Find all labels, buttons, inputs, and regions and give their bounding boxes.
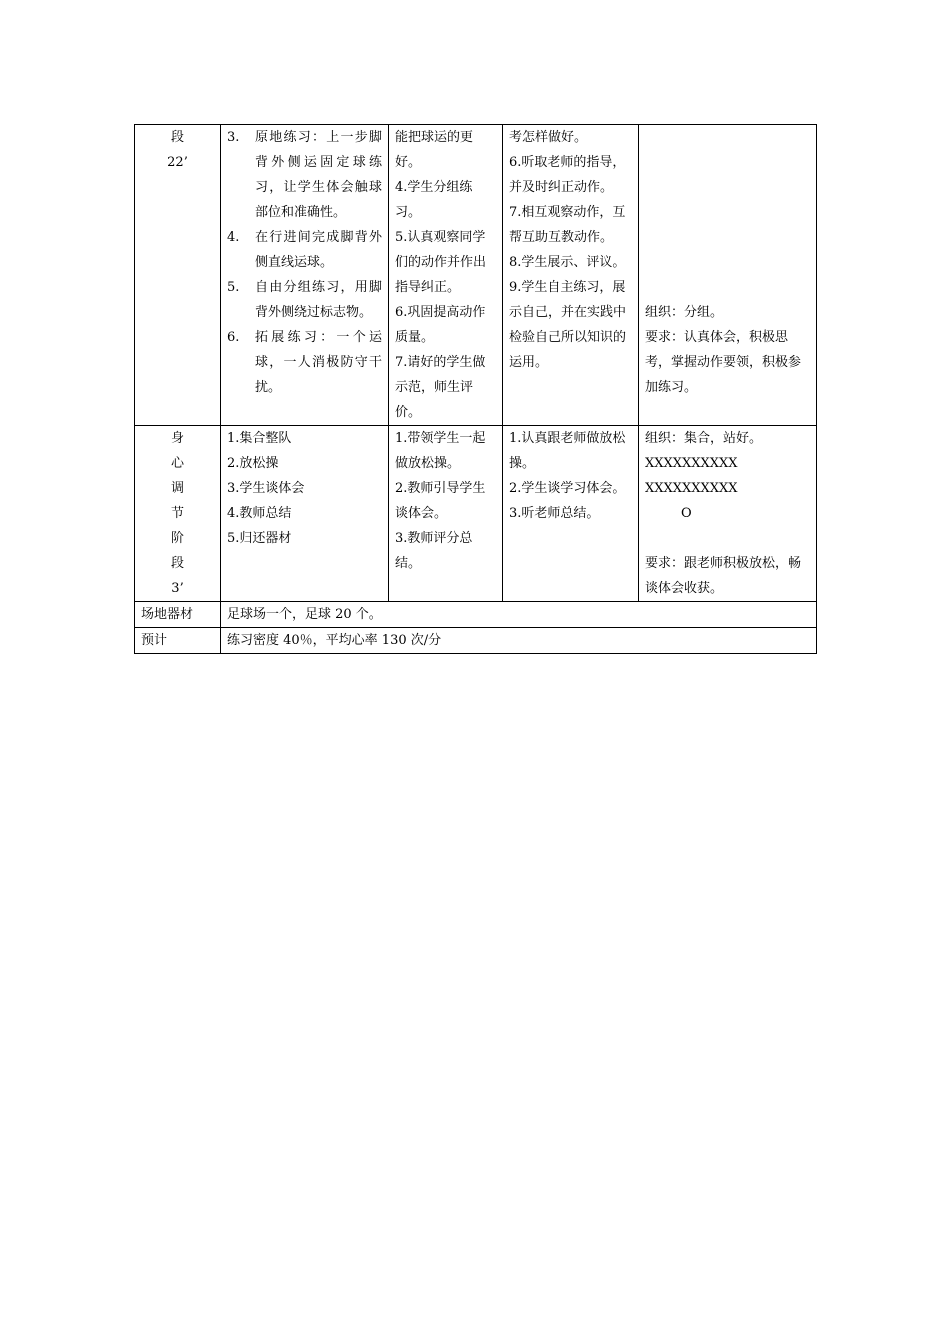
organization-text: 组织：分组。 [645, 305, 724, 320]
step-text: 原地练习：上一步脚背外侧运固定球练习，让学生体会触球部位和准确性。 [255, 130, 382, 220]
list-item [227, 325, 382, 400]
teacher-activity-item: 6.巩固提高动作质量。 [395, 305, 486, 345]
student-activity-item: 8.学生展示、评议。 [509, 255, 626, 270]
student-activity-item: 3.听老师总结。 [509, 506, 600, 521]
teacher-activity-item: 7.请好的学生做示范，师生评价。 [395, 355, 486, 420]
estimate-label: 预计 [135, 628, 221, 654]
equipment-label: 场地器材 [135, 602, 221, 628]
stage-title-cell [135, 125, 221, 426]
requirement-text: 要求：认真体会，积极思考，掌握动作要领，积极参加练习。 [645, 330, 802, 395]
teacher-activity-item: 5.认真观察同学们的动作并作出指导纠正。 [395, 230, 487, 295]
content-item: 5.归还器材 [227, 531, 292, 546]
stage-title-line: 3’ [171, 581, 184, 596]
organization-cell [639, 426, 817, 602]
student-activity-cell [503, 125, 639, 426]
stage-row-relaxation [135, 426, 817, 602]
stage-title-line: 心 [170, 456, 184, 471]
content-item: 4.教师总结 [227, 506, 292, 521]
list-item [227, 225, 382, 275]
formation-row: XXXXXXXXXX [645, 481, 738, 496]
formation-row: XXXXXXXXXX [645, 456, 738, 471]
stage-title-line: 身 [170, 431, 184, 446]
teacher-activity-item: 2.教师引导学生谈体会。 [395, 481, 486, 521]
equipment-value: 足球场一个，足球 20 个。 [221, 602, 817, 628]
lesson-plan-table [134, 124, 817, 654]
equipment-row [135, 602, 817, 628]
teacher-activity-cell [389, 125, 503, 426]
requirement-text: 要求：跟老师积极放松，畅谈体会收获。 [645, 556, 802, 596]
teacher-activity-item: 4.学生分组练习。 [395, 180, 473, 220]
student-activity-item: 7.相互观察动作，互帮互助互教动作。 [509, 205, 626, 245]
teacher-activity-item: 能把球运的更好。 [395, 130, 474, 170]
content-item: 2.放松操 [227, 456, 279, 471]
estimate-value: 练习密度 40％，平均心率 130 次/分 [221, 628, 817, 654]
student-activity-item: 9.学生自主练习，展示自己，并在实践中检验自己所以知识的运用。 [509, 280, 627, 370]
list-item [227, 275, 382, 325]
student-activity-item: 2.学生谈学习体会。 [509, 481, 626, 496]
student-activity-cell [503, 426, 639, 602]
step-number: 3. [227, 130, 240, 145]
student-activity-item: 6.听取老师的指导，并及时纠正动作。 [509, 155, 626, 195]
stage-title-line: 段 [170, 556, 184, 571]
stage-title-line: 节 [170, 506, 184, 521]
organization-text: 组织：集合，站好。 [645, 431, 763, 446]
teacher-position-mark: O [681, 506, 692, 521]
step-number: 5. [227, 280, 240, 295]
student-activity-item: 考怎样做好。 [509, 130, 588, 145]
content-item: 3.学生谈体会 [227, 481, 305, 496]
stage-title-line: 阶 [170, 531, 184, 546]
student-activity-item: 1.认真跟老师做放松操。 [509, 431, 626, 471]
estimate-row [135, 628, 817, 654]
teacher-activity-item: 3.教师评分总结。 [395, 531, 473, 571]
step-text: 拓展练习：一个运球，一人消极防守干扰。 [255, 330, 382, 395]
organization-cell [639, 125, 817, 426]
step-text: 在行进间完成脚背外侧直线运球。 [255, 230, 382, 270]
step-text: 自由分组练习，用脚背外侧绕过标志物。 [255, 280, 382, 320]
content-cell [221, 125, 389, 426]
stage-title-line: 段 [170, 130, 184, 145]
step-number: 4. [227, 230, 240, 245]
stage-title-line: 22’ [167, 155, 188, 170]
content-cell [221, 426, 389, 602]
teacher-activity-cell [389, 426, 503, 602]
stage-title-line: 调 [170, 481, 184, 496]
step-number: 6. [227, 330, 240, 345]
list-item [227, 125, 382, 225]
content-item: 1.集合整队 [227, 431, 292, 446]
stage-title-cell [135, 426, 221, 602]
teacher-activity-item: 1.带领学生一起做放松操。 [395, 431, 486, 471]
stage-row-practice [135, 125, 817, 426]
